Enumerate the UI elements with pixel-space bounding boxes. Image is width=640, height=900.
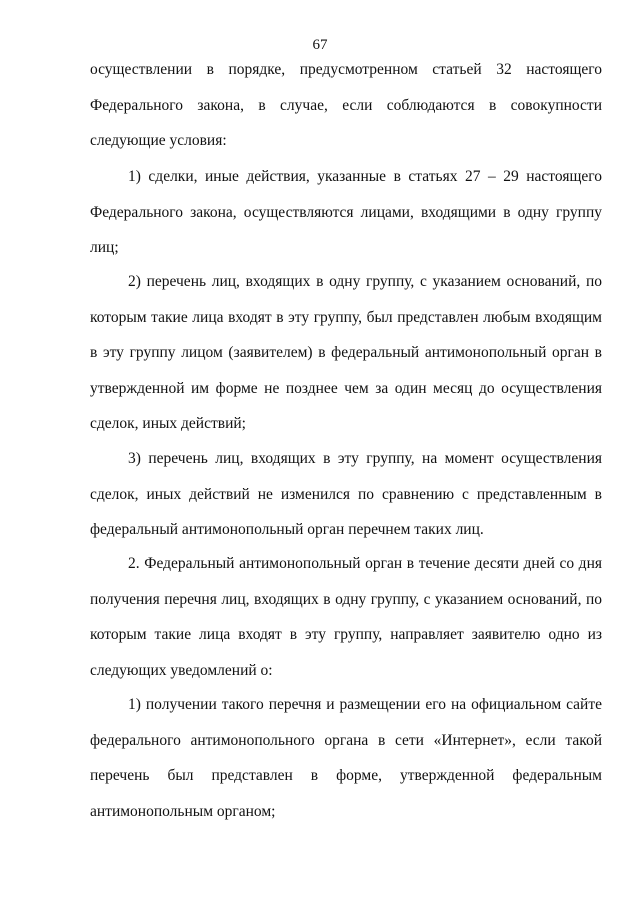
paragraph-notification-1: 1) получении такого перечня и размещении его на официальном сайте федерального антимонопольного органа в сети «Интернет», если такой перечень был представлен в форме, утвержденной федеральным антимонопольным органом; <box>90 696 602 820</box>
paragraph-condition-2: 2) перечень лиц, входящих в одну группу, с указанием оснований, по которым такие лица входят в эту группу, был представлен любым входящим в эту группу лицом (заявителем) в федеральный антимонопольный орган в утвержденной им форме не позднее чем за один месяц до осуществления сделок, иных действий; <box>90 273 602 432</box>
paragraph-condition-1: 1) сделки, иные действия, указанные в статьях 27 – 29 настоящего Федерального закона, осуществляются лицами, входящими в одну группу лиц; <box>90 168 602 256</box>
page-number: 67 <box>312 37 328 53</box>
paragraph-section-2: 2. Федеральный антимонопольный орган в течение десяти дней со дня получения перечня лиц, входящих в одну группу, с указанием оснований, по которым такие лица входят в эту группу, направляет заявителю одно из следующих уведомлений о: <box>90 555 602 679</box>
paragraph-condition-3: 3) перечень лиц, входящих в эту группу, на момент осуществления сделок, иных действий не изменился по сравнению с представленным в федеральный антимонопольный орган перечнем таких лиц. <box>90 450 602 538</box>
paragraph-continuation: осуществлении в порядке, предусмотренном статьей 32 настоящего Федерального закона, в случае, если соблюдаются в совокупности следующие условия: <box>90 61 602 149</box>
